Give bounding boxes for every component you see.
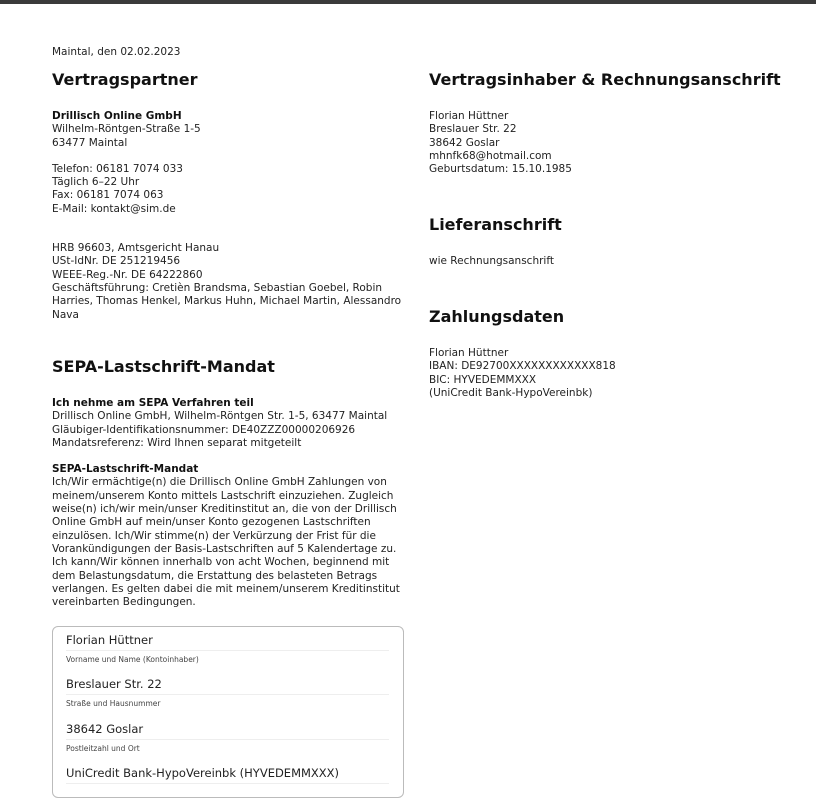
section-heading: Lieferanschrift: [429, 215, 562, 234]
creditor: Drillisch Online GmbH, Wilhelm-Röntgen Str. 1-5, 63477 Maintal: [52, 410, 388, 423]
bic: BIC: HYVEDEMMXXX: [429, 373, 537, 386]
window-top-bar: [0, 0, 816, 4]
field-label: Postleitzahl und Ort: [66, 744, 140, 754]
delivery-section: [429, 215, 799, 268]
delivery-text: wie Rechnungsanschrift: [429, 255, 554, 267]
mandate-text: Ich/Wir ermächtige(n) die Drillisch Online GmbH Zahlungen von meinem/unserem Konto mittels Lastschrift einzuziehen. Zugleich weise(n) ich/wir mein/unser Kreditinstitut an, die von der Drillisch Online GmbH auf mein/unser Konto gezogenen Lastschriften einzulösen. Ich/Wir stimme(n) der Verkürzung der Frist für die Vorankündigungen der Basis-Lastschriften auf 5 Kalendertage zu. Ich kann/Wir können innerhalb von acht Wochen, beginnend mit dem Belastungsdatum, die Erstattung des belasteten Betrags verlangen. Es gelten dabei die mit meinem/unserem Kreditinstitut vereinbarten Bedingungen.: [52, 476, 400, 609]
payment-name: Florian Hüttner: [429, 347, 509, 359]
phone: Telefon: 06181 7074 033: [52, 162, 183, 175]
hrb: HRB 96603, Amtsgericht Hanau: [52, 242, 220, 255]
holder-street: Breslauer Str. 22: [429, 123, 517, 136]
iban: IBAN: DE92700XXXXXXXXXXXX818: [429, 360, 616, 373]
holder-city: 38642 Goslar: [429, 136, 500, 149]
management: Geschäftsführung: Cretièn Brandsma, Sebastian Goebel, Robin Harries, Thomas Henkel, Markus Huhn, Michael Martin, Alessandro Nava: [52, 281, 402, 321]
mandate-reference: Mandatsreferenz: Wird Ihnen separat mitgeteilt: [52, 436, 302, 449]
sepa-section: [52, 357, 408, 609]
form-field: [66, 634, 389, 667]
field-value: UniCredit Bank-HypoVereinbk (HYVEDEMMXXX): [66, 767, 389, 784]
sepa-subheading: Ich nehme am SEPA Verfahren teil: [52, 397, 254, 409]
hours: Täglich 6–22 Uhr: [52, 176, 140, 189]
creditor-id: Gläubiger-Identifikationsnummer: DE40ZZZ00000206926: [52, 423, 356, 436]
payment-section: [429, 307, 799, 400]
field-value: Breslauer Str. 22: [66, 678, 389, 695]
bank-name: (UniCredit Bank-HypoVereinbk): [429, 386, 593, 399]
holder-birthdate: Geburtsdatum: 15.10.1985: [429, 163, 572, 176]
section-heading: Zahlungsdaten: [429, 307, 565, 326]
field-value: Florian Hüttner: [66, 634, 389, 651]
field-label: Straße und Hausnummer: [66, 699, 161, 709]
holder-section: [429, 70, 809, 176]
field-label: Vorname und Name (Kontoinhaber): [66, 655, 199, 665]
ust-id: USt-IdNr. DE 251219456: [52, 255, 181, 268]
account-holder-form: [52, 626, 404, 798]
holder-email: mhnfk68@hotmail.com: [429, 149, 552, 162]
sepa-subheading: SEPA-Lastschrift-Mandat: [52, 463, 199, 476]
company-name: Drillisch Online GmbH: [52, 110, 182, 122]
contract-partner-section: [52, 70, 412, 322]
fax: Fax: 06181 7074 063: [52, 189, 164, 202]
form-field: [66, 678, 389, 711]
holder-name: Florian Hüttner: [429, 110, 509, 122]
field-value: 38642 Goslar: [66, 723, 389, 740]
date-line: Maintal, den 02.02.2023: [52, 46, 181, 58]
email: E-Mail: kontakt@sim.de: [52, 202, 176, 215]
company-city: 63477 Maintal: [52, 136, 128, 149]
form-field: [66, 723, 389, 756]
section-heading: SEPA-Lastschrift-Mandat: [52, 357, 275, 376]
form-field: [66, 767, 389, 784]
weee: WEEE-Reg.-Nr. DE 64222860: [52, 268, 203, 281]
section-heading: Vertragspartner: [52, 70, 198, 89]
company-street: Wilhelm-Röntgen-Straße 1-5: [52, 123, 201, 136]
section-heading: Vertragsinhaber & Rechnungsanschrift: [429, 70, 781, 89]
